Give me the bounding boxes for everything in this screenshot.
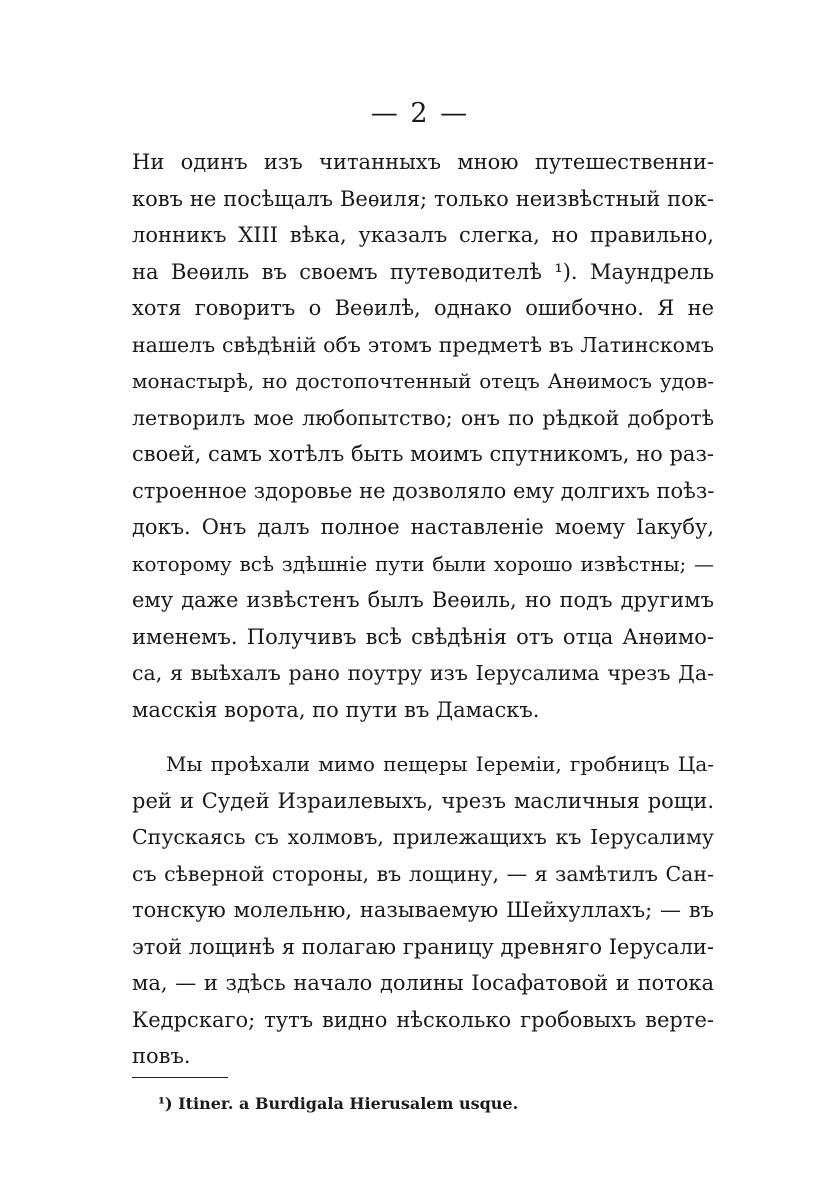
- text-line: Ни одинъ изъ читанныхъ мною путешественни-: [132, 150, 714, 174]
- paragraph-2: [132, 746, 714, 1075]
- text-line: са, я выѣхалъ рано поутру изъ Іерусалима чрезъ Да-: [132, 661, 714, 685]
- text-line: лонникъ XIII вѣка, указалъ слегка, но правильно,: [132, 223, 714, 247]
- text-line: на Веѳиль въ своемъ путеводителѣ ¹). Маундрель: [132, 259, 714, 284]
- text-line: этой лощинѣ я полагаю границу древняго Іерусали-: [132, 934, 714, 959]
- page-number: — 2 —: [370, 98, 470, 129]
- text-line: строенное здоровье не дозволяло ему долгихъ поѣз-: [132, 478, 715, 503]
- text-line: докъ. Онъ далъ полное наставленіе моему Іакубу,: [132, 515, 714, 539]
- text-line: съ сѣверной стороны, въ лощину, — я замѣтилъ Сан-: [132, 861, 714, 886]
- text-line: монастырѣ, но достопочтенный отецъ Анѳимосъ удов-: [132, 369, 714, 393]
- text-line: хотя говоритъ о Веѳилѣ, однако ошибочно. Я не: [132, 296, 714, 320]
- text-line: Спускаясь съ холмовъ, прилежащихъ къ Іерусалиму: [132, 825, 714, 849]
- text-line: Мы проѣхали мимо пещеры Іереміи, гробницъ Ца-: [166, 752, 714, 776]
- text-line: ему даже извѣстенъ былъ Веѳиль, но подъ другимъ: [132, 588, 714, 612]
- footnote-divider: [132, 1077, 228, 1078]
- text-line: повъ.: [132, 1044, 191, 1068]
- text-line: именемъ. Получивъ всѣ свѣдѣнія отъ отца Анѳимо-: [132, 624, 714, 649]
- footnote: ¹) Itiner. a Burdigala Hierusalem usque.: [158, 1094, 519, 1113]
- text-line: летворилъ мое любопытство; онъ по рѣдкой добротѣ: [132, 405, 714, 430]
- text-line: Кедрскаго; тутъ видно нѣсколько гробовыхъ верте-: [132, 1007, 714, 1032]
- text-line: своей, самъ хотѣлъ быть моимъ спутникомъ, но раз-: [132, 442, 714, 466]
- text-line: тонскую молельню, называемую Шейхуллахъ; — въ: [132, 898, 714, 922]
- paragraph-1: [132, 144, 714, 728]
- text-line: ковъ не посѣщалъ Веѳиля; только неизвѣстный пок-: [132, 186, 714, 211]
- text-line: ма, — и здѣсь начало долины Іосафатовой и потока: [132, 971, 714, 995]
- text-line: нашелъ свѣдѣній объ этомъ предметѣ въ Латинскомъ: [132, 332, 714, 357]
- text-line: которому всѣ здѣшніе пути были хорошо извѣстны; —: [132, 551, 714, 576]
- text-line: масскія ворота, по пути въ Дамаскъ.: [132, 697, 540, 722]
- text-line: рей и Судей Израилевыхъ, чрезъ масличныя рощи.: [132, 788, 714, 813]
- main-text: [132, 144, 714, 1075]
